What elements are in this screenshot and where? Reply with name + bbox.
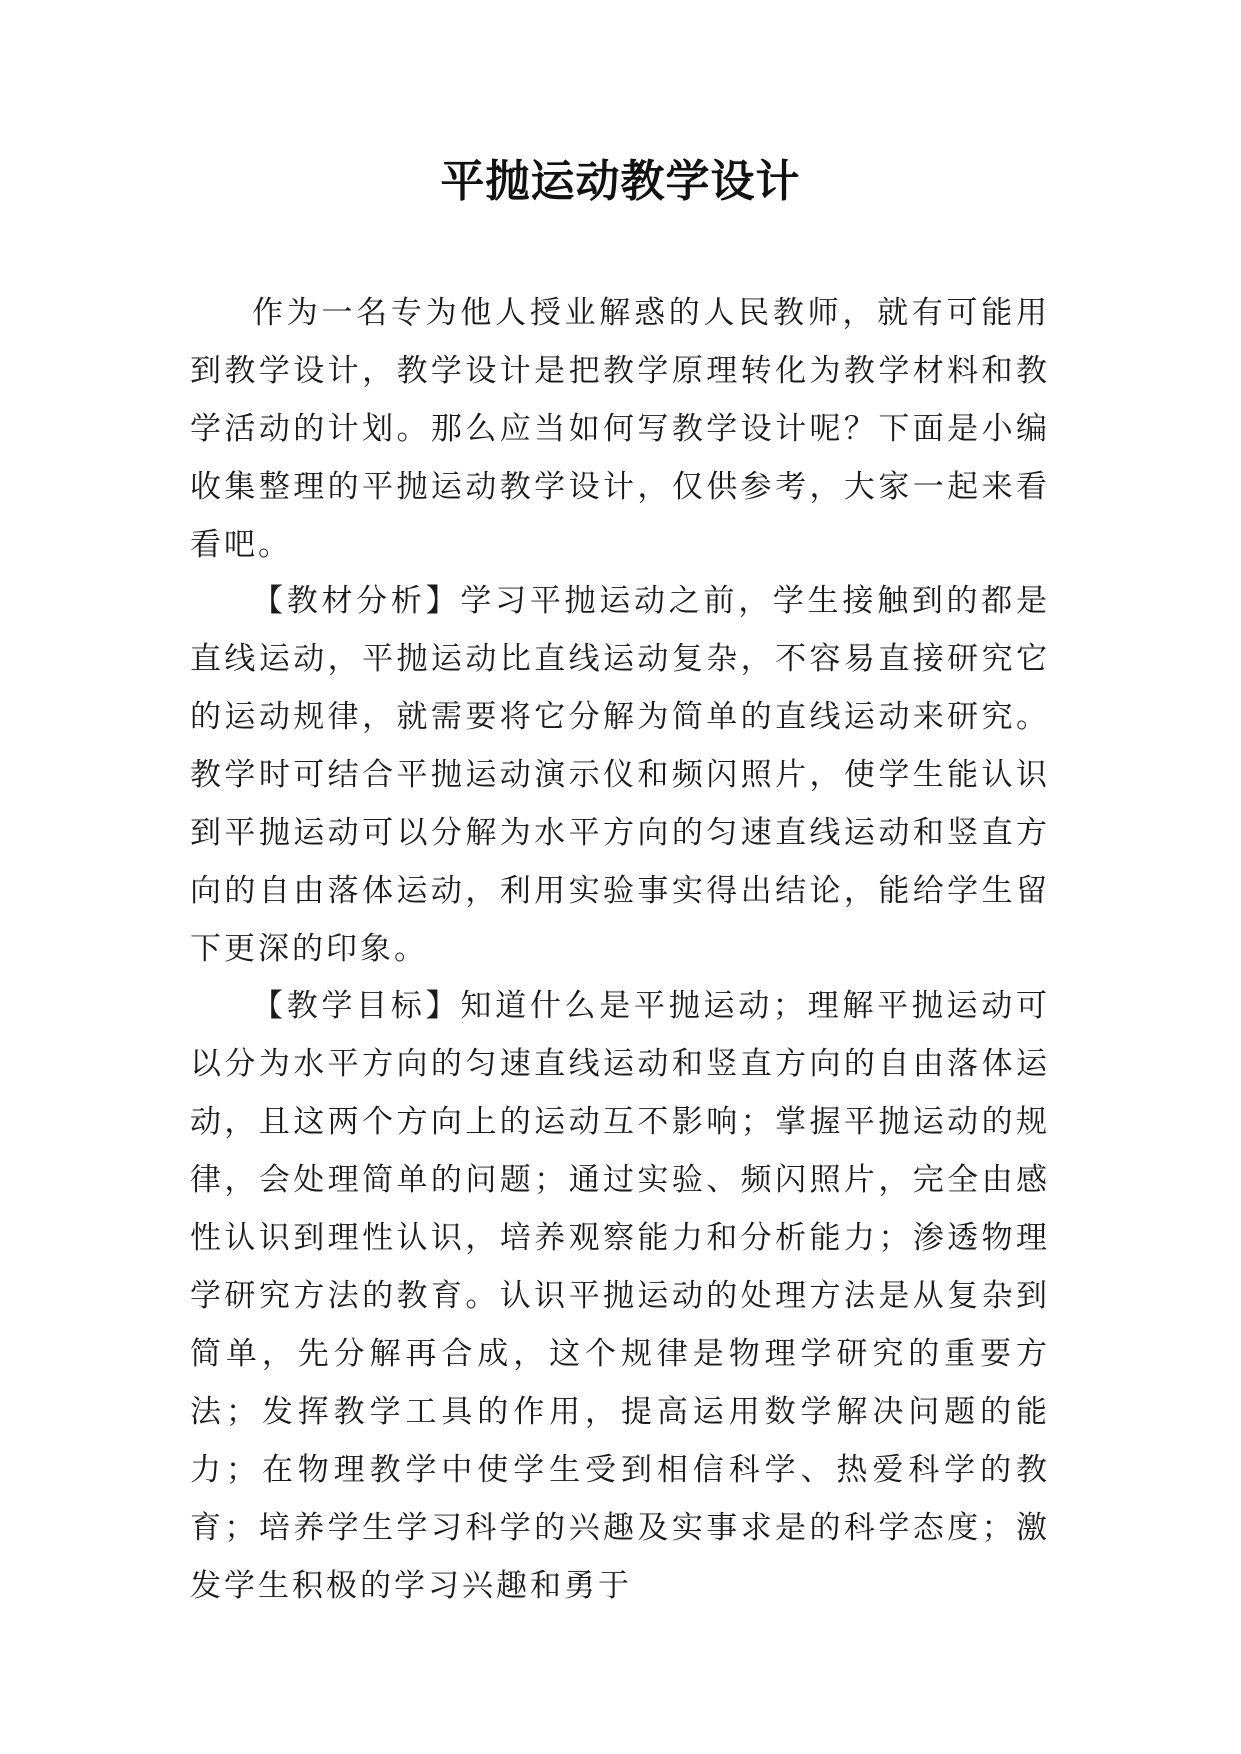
intro-paragraph: 作为一名专为他人授业解惑的人民教师，就有可能用到教学设计，教学设计是把教学原理转化为教学材料和教学活动的计划。那么应当如何写教学设计呢？下面是小编收集整理的平抛运动教学设计，仅供参考，大家一起来看看吧。	[190, 295, 1050, 563]
section-text: 知道什么是平抛运动；理解平抛运动可以分为水平方向的匀速直线运动和竖直方向的自由落体运动，且这两个方向上的运动互不影响；掌握平抛运动的规律，会处理简单的问题；通过实验、频闪照片，完全由感性认识到理性认识，培养观察能力和分析能力；渗透物理学研究方法的教育。认识平抛运动的处理方法是从复杂到简单，先分解再合成，这个规律是物理学研究的重要方法；发挥教学工具的作用，提高运用数学解决问题的能力；在物理教学中使学生受到相信科学、热爱科学的教育；培养学生学习科学的兴趣及实事求是的科学态度；激发学生积极的学习兴趣和勇于	[190, 988, 1051, 1604]
intro-block	[190, 284, 1050, 574]
section-label: 【教材分析】	[252, 583, 461, 619]
section-paragraph	[190, 977, 1050, 1615]
section-label: 【教学目标】	[252, 988, 461, 1024]
section-paragraph	[190, 572, 1050, 978]
document-title: 平抛运动教学设计	[440, 156, 801, 207]
section-text: 学习平抛运动之前，学生接触到的都是直线运动，平抛运动比直线运动复杂，不容易直接研究它的运动规律，就需要将它分解为简单的直线运动来研究。教学时可结合平抛运动演示仪和频闪照片，使学生能认识到平抛运动可以分解为水平方向的匀速直线运动和竖直方向的自由落体运动，利用实验事实得出结论，能给学生留下更深的印象。	[190, 583, 1051, 967]
section-teaching-objectives	[190, 977, 1050, 1615]
section-textbook-analysis	[190, 572, 1050, 978]
